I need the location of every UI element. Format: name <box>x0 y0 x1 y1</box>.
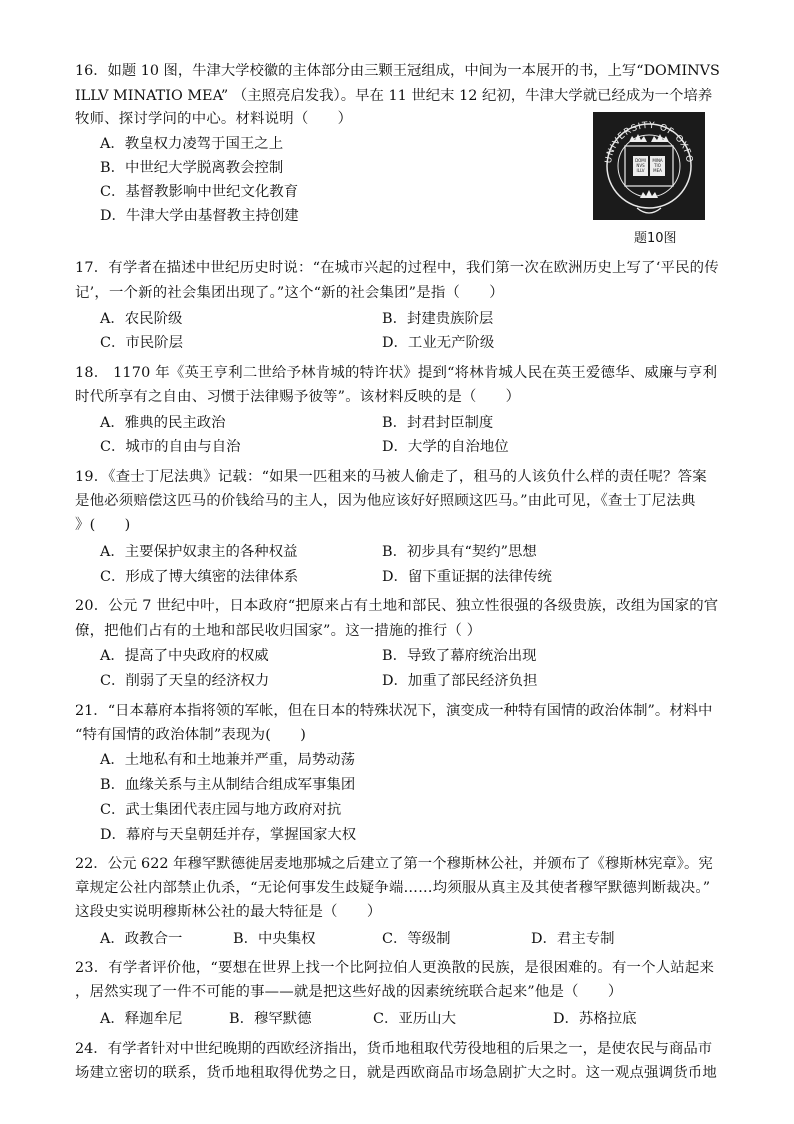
q17-option-b: B．封建贵族阶层 <box>382 311 494 327</box>
oxford-crest-image <box>593 112 705 220</box>
q19-stem-line: 》( ) <box>75 517 131 533</box>
svg-text:NVS: NVS <box>636 163 645 168</box>
q23-option-b: B．穆罕默德 <box>229 1011 312 1027</box>
q19-option-d: D．留下重证据的法律传统 <box>382 569 552 585</box>
q18-option-a: A．雅典的民主政治 <box>100 415 226 431</box>
q22-stem-line: 这段史实说明穆斯林公社的最大特征是（ ） <box>75 904 382 920</box>
q22-stem-line: 22．公元 622 年穆罕默德徙居麦地那城之后建立了第一个穆斯林公社，并颁布了《穆斯林宪章》。宪 <box>75 856 713 872</box>
q16-stem-line: ILLV MINATIO MEA” （主照亮启发我）。早在 11 世纪末 12 纪初，牛津大学就已经成为一个培养 <box>75 88 713 104</box>
q16-option-d: D．牛津大学由基督教主持创建 <box>100 208 299 224</box>
svg-text:TIO: TIO <box>654 163 661 168</box>
svg-text:DOMI: DOMI <box>635 158 646 163</box>
q16-option-c: C．基督教影响中世纪文化教育 <box>100 184 299 200</box>
q17-stem-line: 记’，一个新的社会集团出现了。”这个“新的社会集团”是指（ ） <box>75 285 504 301</box>
q23-option-c: C．亚历山大 <box>373 1011 456 1027</box>
q22-option-d: D．君主专制 <box>531 931 615 947</box>
q17-option-c: C．市民阶层 <box>100 335 183 351</box>
figure-caption: 题10图 <box>634 231 677 246</box>
svg-text:MEA: MEA <box>653 168 662 173</box>
q22-option-b: B．中央集权 <box>233 931 316 947</box>
q20-option-a: A．提高了中央政府的权威 <box>100 648 269 664</box>
q20-option-c: C．削弱了天皇的经济权力 <box>100 673 270 689</box>
q21-stem-line: 21．“日本幕府本指将领的军帐，但在日本的特殊状况下，演变成一种特有国情的政治体制”。材料中 <box>75 703 713 719</box>
q18-stem-line: 时代所享有之自由、习惯于法律赐予彼等”。该材料反映的是（ ） <box>75 389 521 405</box>
q18-option-b: B．封君封臣制度 <box>382 415 494 431</box>
q23-option-a: A．释迦牟尼 <box>100 1011 183 1027</box>
crest-ring-text: UNIVERSITY OF OXFO <box>603 120 695 165</box>
svg-text:MINA: MINA <box>652 158 663 163</box>
q23-stem-line: 23．有学者评价他，“要想在世界上找一个比阿拉伯人更涣散的民族，是很困难的。有一个人站起来 <box>75 960 715 976</box>
open-book-icon <box>633 156 665 176</box>
q16-option-b: B．中世纪大学脱离教会控制 <box>100 160 284 176</box>
q22-option-c: C．等级制 <box>382 931 451 947</box>
q19-option-a: A．主要保护奴隶主的各种权益 <box>100 544 298 560</box>
q21-stem-line: “特有国情的政治体制”表现为( ) <box>75 727 307 743</box>
q16-stem-line: 牧师、探讨学问的中心。材料说明（ ） <box>75 111 353 127</box>
q21-option-b: B．血缘关系与主从制结合组成军事集团 <box>100 777 356 793</box>
q17-option-d: D．工业无产阶级 <box>382 335 495 351</box>
q24-stem-line: 场建立密切的联系，货币地租取得优势之日，就是西欧商品市场急剧扩大之时。这一观点强调货币地 <box>75 1065 717 1081</box>
svg-text:ILLV: ILLV <box>636 168 645 173</box>
q23-stem-line: ，居然实现了一件不可能的事——就是把这些好战的因素统统联合起来”他是（ ） <box>75 984 623 1000</box>
q16-option-a: A．教皇权力凌驾于国王之上 <box>100 136 284 152</box>
q20-stem-line: 20．公元 7 世纪中叶，日本政府“把原来占有土地和部民、独立性很强的各级贵族，改组为国家的官 <box>75 598 719 614</box>
q19-stem-line: 19．《查士丁尼法典》记载：“如果一匹租来的马被人偷走了，租马的人该负什么样的责任呢？答案 <box>75 469 707 485</box>
q24-stem-line: 24．有学者针对中世纪晚期的西欧经济指出，货币地租取代劳役地租的后果之一，是使农民与商品市 <box>75 1041 713 1057</box>
q19-option-c: C．形成了博大缜密的法律体系 <box>100 569 299 585</box>
q21-option-a: A．土地私有和土地兼并严重，局势动荡 <box>100 752 356 768</box>
q22-option-a: A．政教合一 <box>100 931 183 947</box>
q21-option-c: C．武士集团代表庄园与地方政府对抗 <box>100 802 342 818</box>
q17-option-a: A．农民阶级 <box>100 311 183 327</box>
q18-option-d: D．大学的自治地位 <box>382 439 509 455</box>
q23-option-d: D．苏格拉底 <box>553 1011 637 1027</box>
q18-option-c: C．城市的自由与自治 <box>100 439 241 455</box>
q22-stem-line: 章规定公社内部禁止仇杀，“无论何事发生歧疑争端……均须服从真主及其使者穆罕默德判断裁决。” <box>75 880 711 896</box>
q20-stem-line: 僚，把他们占有的土地和部民收归国家”。这一措施的推行（ ） <box>75 623 482 639</box>
q19-option-b: B．初步具有“契约”思想 <box>382 544 537 560</box>
q21-option-d: D．幕府与天皇朝廷并存，掌握国家大权 <box>100 827 357 843</box>
q19-stem-line: 是他必须赔偿这匹马的价钱给马的主人，因为他应该好好照顾这匹马。”由此可见，《查士丁尼法典 <box>75 493 696 509</box>
q17-stem-line: 17．有学者在描述中世纪历史时说：“在城市兴起的过程中，我们第一次在欧洲历史上写了‘平民的传 <box>75 260 719 276</box>
q20-option-d: D．加重了部民经济负担 <box>382 673 538 689</box>
q18-stem-line: 18． 1170 年《英王亨利二世给予林肯城的特许状》提到“将林肯城人民在英王爱德华、威廉与亨利 <box>75 365 718 381</box>
q20-option-b: B．导致了幕府统治出现 <box>382 648 537 664</box>
q16-stem-line: 16．如题 10 图，牛津大学校徽的主体部分由三颗王冠组成，中间为一本展开的书，上写“DOMINVS <box>75 63 720 79</box>
